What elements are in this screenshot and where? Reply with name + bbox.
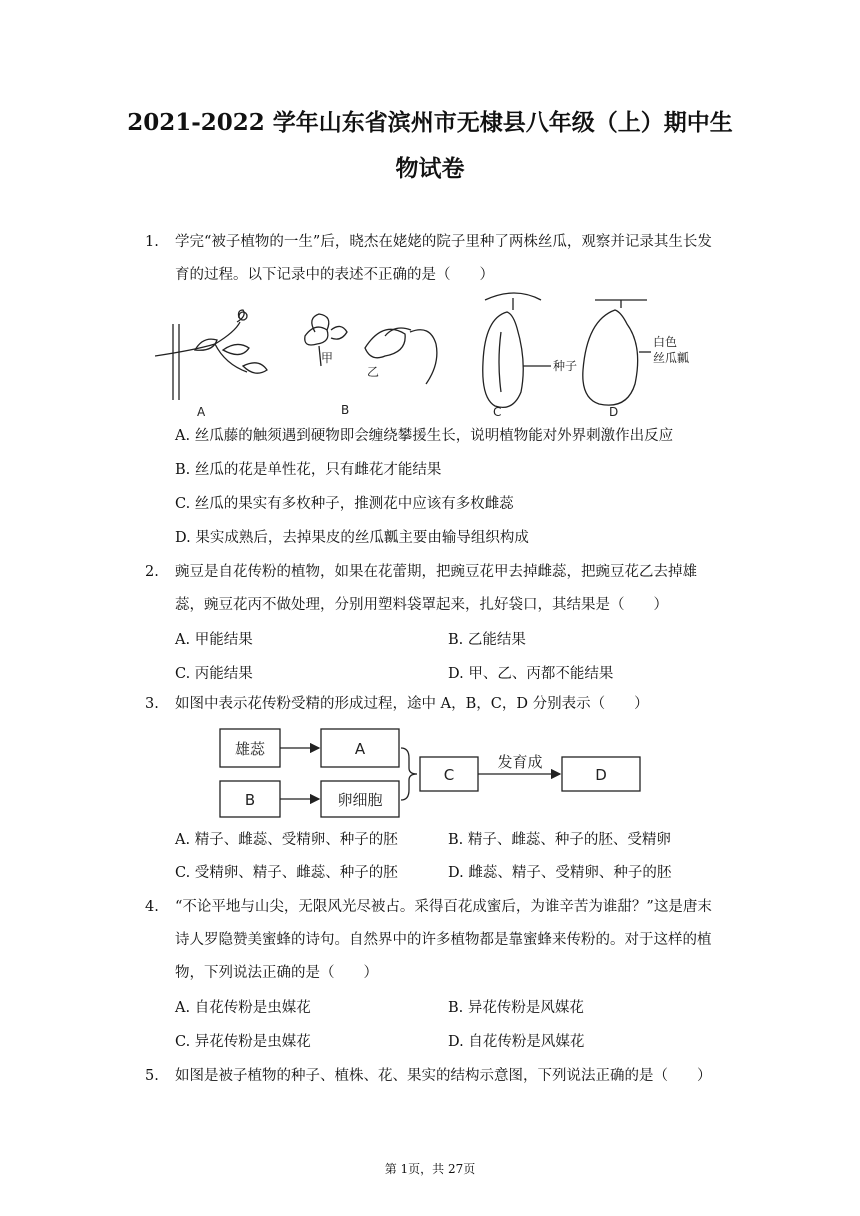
q4-option-c: C. 异花传粉是虫媒花 — [175, 1034, 311, 1050]
diagram-box-b: B — [244, 791, 256, 809]
figure-label-d: D — [609, 405, 619, 418]
question-text: 如图是被子植物的种子、植株、花、果实的结构示意图，下列说法正确的是（ ） — [175, 1068, 712, 1084]
page-footer: 第 1页，共 27页 — [384, 1162, 476, 1176]
q2-option-a: A. 甲能结果 — [175, 632, 253, 648]
question-number: 3. — [145, 696, 159, 712]
question-2 — [145, 556, 725, 622]
q1-option-a: A. 丝瓜藤的触须遇到硬物即会缠绕攀援生长，说明植物能对外界刺激作出反应 — [175, 428, 674, 444]
q3-option-a: A. 精子、雌蕊、受精卵、种子的胚 — [175, 832, 398, 848]
figure-label-white: 白色 — [653, 335, 678, 349]
question-number: 2. — [145, 564, 159, 580]
figure-label-c: C — [493, 405, 502, 418]
pollination-flow-diagram — [218, 725, 644, 821]
q1-option-c: C. 丝瓜的果实有多枚种子，推测花中应该有多枚雌蕊 — [175, 496, 514, 512]
question-5 — [145, 1060, 725, 1093]
diagram-box-egg-cell: 卵细胞 — [337, 791, 383, 809]
diagram-box-stamen: 雄蕊 — [234, 740, 266, 758]
question-4 — [145, 891, 725, 990]
question-1 — [145, 226, 725, 292]
title-line-1: 2021-2022 学年山东省滨州市无棣县八年级（上）期中生 — [127, 109, 733, 136]
question-number: 1. — [145, 234, 159, 250]
q3-option-b: B. 精子、雌蕊、种子的胚、受精卵 — [448, 832, 671, 848]
q2-option-b: B. 乙能结果 — [448, 632, 526, 648]
q4-option-b: B. 异花传粉是风媒花 — [448, 1000, 584, 1016]
diagram-box-d: D — [595, 766, 607, 784]
q3-option-d: D. 雌蕊、精子、受精卵、种子的胚 — [448, 865, 672, 881]
diagram-box-c: C — [443, 766, 455, 784]
figure-label-a: A — [197, 405, 206, 418]
q1-option-d: D. 果实成熟后，去掉果皮的丝瓜瓤主要由输导组织构成 — [175, 530, 529, 546]
q2-option-c: C. 丙能结果 — [175, 666, 253, 682]
diagram-arrow-label: 发育成 — [497, 753, 543, 771]
question-text: “不论平地与山尖，无限风光尽被占。采得百花成蜜后，为谁辛苦为谁甜？”这是唐末诗人罗隐赞美蜜蜂的诗句。自然界中的许多植物都是靠蜜蜂来传粉的。对于这样的植物，下列说法正确的是（ ） — [175, 899, 712, 981]
figure-label-loofah-sponge: 丝瓜瓤 — [653, 351, 690, 365]
q4-option-a: A. 自花传粉是虫媒花 — [175, 1000, 311, 1016]
question-3 — [145, 688, 725, 721]
question-text: 如图中表示花传粉受精的形成过程，途中 A，B，C，D 分别表示（ ） — [175, 696, 649, 712]
figure-label-yi: 乙 — [367, 365, 380, 379]
question-number: 4. — [145, 899, 159, 915]
q4-option-d: D. 自花传粉是风媒花 — [448, 1034, 585, 1050]
title-line-2: 物试卷 — [395, 155, 465, 182]
figure-label-seed: 种子 — [553, 359, 578, 373]
figure-label-jia: 甲 — [321, 351, 334, 365]
question-number: 5. — [145, 1068, 159, 1084]
q2-option-d: D. 甲、乙、丙都不能结果 — [448, 666, 614, 682]
q3-option-c: C. 受精卵、精子、雌蕊、种子的胚 — [175, 865, 398, 881]
question-text: 学完“被子植物的一生”后，晓杰在姥姥的院子里种了两株丝瓜，观察并记录其生长发育的过程。以下记录中的表述不正确的是（ ） — [175, 234, 712, 283]
loofah-growth-figure — [155, 292, 710, 418]
question-text: 豌豆是自花传粉的植物，如果在花蕾期，把豌豆花甲去掉雌蕊，把豌豆花乙去掉雄蕊，豌豆花丙不做处理，分别用塑料袋罩起来，扎好袋口，其结果是（ ） — [175, 564, 697, 613]
figure-label-b: B — [341, 403, 350, 417]
q1-option-b: B. 丝瓜的花是单性花，只有雌花才能结果 — [175, 462, 442, 478]
diagram-box-a: A — [354, 740, 366, 758]
